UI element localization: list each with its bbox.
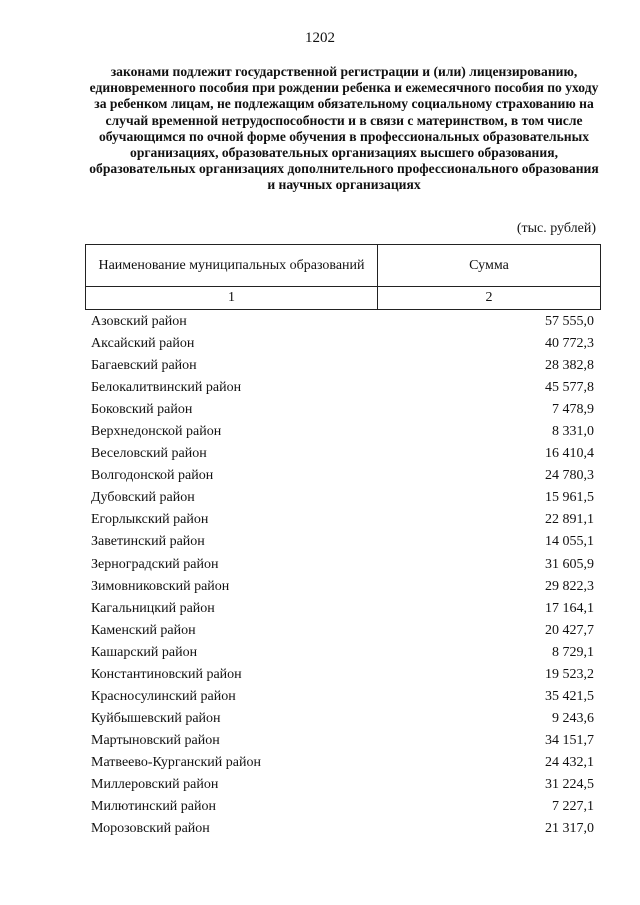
amount-value: 31 224,5 [545,776,594,792]
table-row [0,730,640,752]
table-row [0,620,640,642]
municipality-name: Морозовский район [91,821,210,837]
municipality-name: Константиновский район [91,666,242,682]
municipality-name: Верхнедонской район [91,424,222,440]
municipality-name: Веселовский район [91,446,207,462]
amount-value: 57 555,0 [545,314,594,329]
amount-value: 8 331,0 [552,424,594,440]
municipality-name: Мартыновский район [91,732,220,748]
table-row [0,443,640,465]
column-header-name: Наименование муниципальных образований [86,245,378,287]
table-row [0,686,640,708]
municipality-name: Кагальницкий район [91,600,215,616]
municipality-name: Каменский район [91,622,196,638]
municipality-name: Багаевский район [91,358,197,374]
municipality-name: Матвеево-Курганский район [91,754,261,770]
amount-value: 22 891,1 [545,512,594,528]
table-row [0,311,640,333]
municipality-name: Зерноградский район [91,556,219,572]
municipality-name: Азовский район [91,314,187,329]
table-row [0,708,640,730]
municipality-name: Белокалитвинский район [91,380,242,396]
table-row [0,333,640,355]
municipality-name: Миллеровский район [91,776,219,792]
amount-value: 7 478,9 [552,402,594,418]
table-row [0,399,640,421]
column-number-1: 1 [86,287,378,310]
page-number: 1202 [305,30,335,46]
table-row [0,531,640,553]
amount-value: 14 055,1 [545,534,594,550]
column-numbers-row [86,287,601,310]
amount-value: 15 961,5 [545,490,594,506]
municipality-name: Куйбышевский район [91,710,221,726]
amount-value: 21 317,0 [545,821,594,837]
amount-value: 29 822,3 [545,578,594,594]
municipality-name: Красносулинский район [91,688,236,704]
municipality-name: Дубовский район [91,490,195,506]
table-row [0,509,640,531]
table-row [0,774,640,796]
municipality-name: Зимовниковский район [91,578,230,594]
amount-value: 16 410,4 [545,446,594,462]
table-row [0,465,640,487]
document-heading: законами подлежит государственной регистрации и (или) лицензированию, единовременного пособия при рождении ребенка и ежемесячного пособия по уходу за ребенком лицам, не подлежащим обязательному социальному страхованию на случай временной нетрудоспособности и в связи с материнством, в том числе обучающимся по очной форме обучения в профессиональных образовательных организациях, образовательных организациях высшего образования, образовательных организациях дополнительного профессионального образования и научных организациях [89,64,599,193]
table-row [0,487,640,509]
table-row [0,355,640,377]
table-row [0,818,640,840]
table-row [0,377,640,399]
municipality-name: Боковский район [91,402,193,418]
column-number-2: 2 [378,287,601,310]
amount-value: 24 432,1 [545,754,594,770]
amount-value: 40 772,3 [545,336,594,352]
amount-value: 8 729,1 [552,644,594,660]
table-body [0,311,640,840]
municipality-name: Кашарский район [91,644,198,660]
table-row [0,642,640,664]
units-label: (тыс. рублей) [516,221,596,236]
amount-value: 31 605,9 [545,556,594,572]
amount-value: 7 227,1 [552,799,594,815]
amount-value: 28 382,8 [545,358,594,374]
amount-value: 35 421,5 [545,688,594,704]
table-row [0,554,640,576]
municipality-name: Заветинский район [91,534,205,550]
table-row [0,421,640,443]
municipality-name: Аксайский район [91,336,195,352]
amount-value: 20 427,7 [545,622,594,638]
table-row [0,598,640,620]
column-header-sum: Сумма [378,245,601,287]
amount-value: 19 523,2 [545,666,594,682]
table-row [0,752,640,774]
municipality-name: Волгодонской район [91,468,214,484]
amount-value: 9 243,6 [552,710,594,726]
amount-value: 45 577,8 [545,380,594,396]
amount-value: 17 164,1 [545,600,594,616]
table-row [0,796,640,818]
table-row [0,664,640,686]
table-header [85,244,601,310]
amount-value: 34 151,7 [545,732,594,748]
municipality-name: Милютинский район [91,799,217,815]
table-row [0,576,640,598]
municipality-name: Егорлыкский район [91,512,209,528]
amount-value: 24 780,3 [545,468,594,484]
table-header-row [86,245,601,287]
